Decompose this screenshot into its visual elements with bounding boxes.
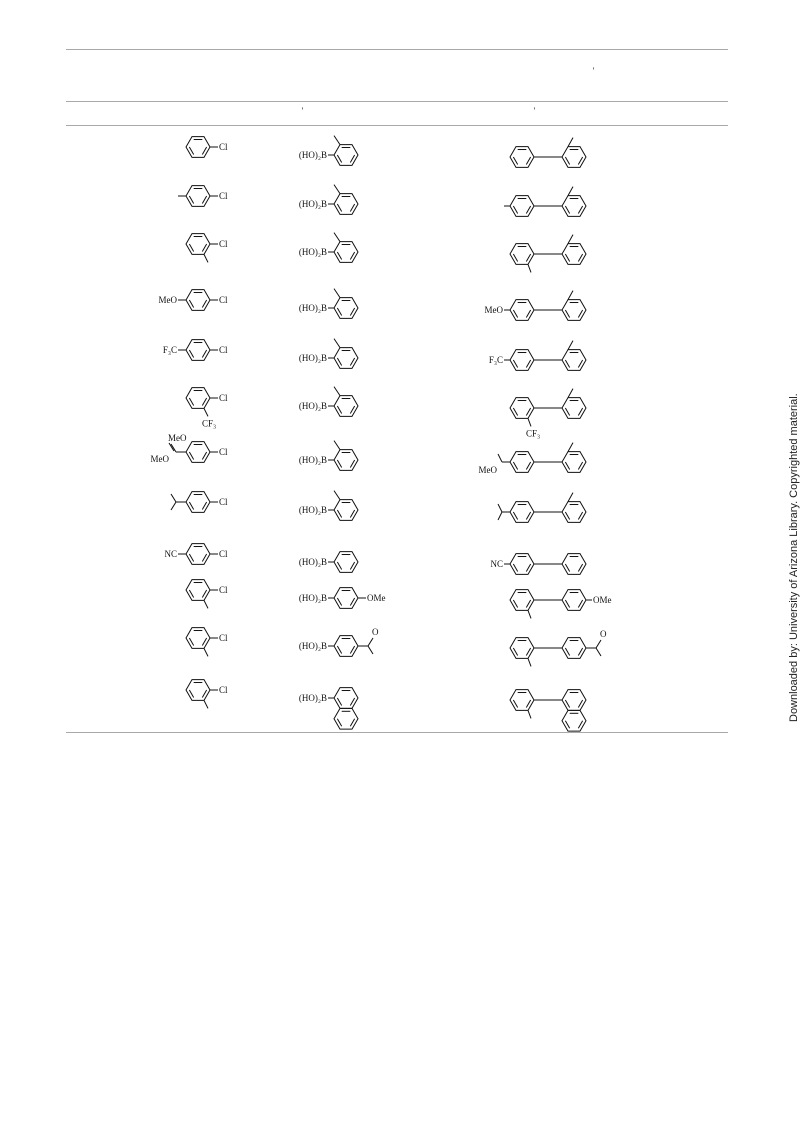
biaryl-product-structure — [500, 226, 630, 282]
benzene-ring — [334, 500, 358, 521]
bond-line — [528, 658, 531, 666]
bond-line — [334, 289, 340, 298]
bond-line — [498, 454, 502, 462]
benzene-ring — [334, 242, 358, 263]
substituent-label: F₃C — [162, 345, 177, 355]
benzene-ring — [186, 544, 210, 565]
bond-line — [334, 185, 340, 194]
boronic-acid-label: (HO)₂B — [298, 641, 327, 651]
boronic-acid-label: (HO)₂B — [298, 593, 327, 603]
chloro-label: Cl — [219, 585, 228, 595]
boronic-acid-label: (HO)₂B — [298, 150, 327, 160]
benzene-ring — [186, 340, 210, 361]
product-left-ring — [510, 502, 534, 523]
chloro-label: Cl — [219, 497, 228, 507]
benzene-ring — [334, 298, 358, 319]
benzene-ring — [186, 234, 210, 255]
product-left-ring — [510, 300, 534, 321]
benzene-ring — [186, 580, 210, 601]
benzene-ring — [334, 194, 358, 215]
boronic-acid-label: (HO)₂B — [298, 199, 327, 209]
chloro-label: Cl — [219, 191, 228, 201]
product-para-label: NC — [490, 559, 503, 569]
product-left-ring — [510, 147, 534, 168]
boronic-acid-label: (HO)₂B — [298, 303, 327, 313]
product-right-ring — [562, 196, 586, 217]
bond-line — [171, 494, 176, 502]
product-right-ring — [562, 398, 586, 419]
boronic-acid-structure — [290, 226, 400, 276]
biaryl-product-structure — [500, 620, 630, 676]
column-header-boronic-acid: ′ — [301, 106, 303, 116]
boronic-acid-structure — [290, 434, 400, 484]
methoxy-label: MeO — [150, 454, 169, 464]
bond-line — [568, 443, 573, 452]
aryl-chloride-structure — [150, 674, 260, 724]
bond-line — [171, 502, 176, 510]
ester-carbonyl-o: MeO — [168, 433, 187, 443]
bond-line — [334, 136, 340, 145]
bond-line — [204, 408, 208, 416]
benzene-ring — [186, 186, 210, 207]
ortho-substituent-label: CF₃ — [202, 418, 217, 429]
product-left-ring — [510, 350, 534, 371]
aryl-chloride-structure — [150, 228, 260, 278]
product-left-ring — [510, 590, 534, 611]
benzene-ring — [334, 552, 358, 573]
bond-line — [568, 235, 573, 244]
product-fused-ring — [562, 710, 586, 731]
product-left-ring — [510, 398, 534, 419]
benzene-ring — [334, 450, 358, 471]
bond-line — [568, 341, 573, 350]
boronic-acid-structure — [290, 572, 400, 622]
product-right-ring — [562, 350, 586, 371]
product-left-ring — [510, 638, 534, 659]
product-para-label: MeO — [484, 305, 503, 315]
bond-line — [334, 339, 340, 348]
bond-line — [334, 233, 340, 242]
methoxy-label: OMe — [367, 593, 386, 603]
benzene-ring — [334, 348, 358, 369]
bond-line — [204, 254, 208, 262]
biaryl-product-structure — [500, 380, 630, 439]
benzene-ring — [186, 628, 210, 649]
product-methoxy-label: OMe — [593, 595, 612, 605]
substituent-label: MeO — [158, 295, 177, 305]
benzene-ring — [334, 688, 358, 709]
bond-line — [568, 187, 573, 196]
product-left-ring — [510, 244, 534, 265]
boronic-acid-structure — [290, 380, 400, 430]
product-left-ring — [510, 452, 534, 473]
biaryl-product-structure — [500, 484, 630, 540]
product-right-ring — [562, 502, 586, 523]
benzene-ring — [186, 680, 210, 701]
product-right-ring — [562, 300, 586, 321]
product-methoxy-label: MeO — [478, 465, 497, 475]
benzene-ring — [186, 388, 210, 409]
product-right-ring — [562, 244, 586, 265]
boronic-acid-structure — [290, 282, 400, 332]
substituent-label: NC — [164, 549, 177, 559]
bond-line — [204, 648, 208, 656]
bond-line — [498, 512, 502, 520]
benzene-ring — [334, 636, 358, 657]
chloro-label: Cl — [219, 345, 228, 355]
benzene-ring — [334, 396, 358, 417]
product-carbonyl-o: O — [600, 629, 607, 639]
aryl-chloride-structure — [150, 334, 260, 384]
header-prime-mark: ′ — [592, 66, 594, 76]
benzene-ring — [186, 492, 210, 513]
aryl-chloride-structure — [150, 284, 260, 334]
benzene-ring — [186, 442, 210, 463]
bond-line — [568, 493, 573, 502]
biaryl-product-structure — [478, 434, 630, 490]
product-left-ring — [510, 690, 534, 711]
product-right-ring — [562, 147, 586, 168]
boronic-acid-structure — [290, 672, 400, 722]
aryl-chloride-structure — [150, 486, 260, 536]
aryl-chloride-structure — [150, 622, 260, 672]
bond-line — [368, 646, 373, 654]
bond-line — [596, 640, 601, 648]
chloro-label: Cl — [219, 685, 228, 695]
bond-line — [204, 600, 208, 608]
chloro-label: Cl — [219, 142, 228, 152]
aryl-chloride-structure — [150, 382, 260, 432]
product-ortho-label: CF₃ — [526, 428, 541, 439]
aryl-chloride-structure — [150, 433, 260, 486]
product-right-ring — [562, 690, 586, 711]
boronic-acid-label: (HO)₂B — [298, 693, 327, 703]
bond-line — [528, 418, 531, 426]
chloro-label: Cl — [219, 549, 228, 559]
boronic-acid-structure — [290, 129, 400, 179]
boronic-acid-label: (HO)₂B — [298, 353, 327, 363]
boronic-acid-label: (HO)₂B — [298, 247, 327, 257]
benzene-ring — [334, 588, 358, 609]
aryl-chloride-structure — [150, 574, 260, 624]
product-left-ring — [510, 196, 534, 217]
bond-line — [528, 264, 531, 272]
boronic-acid-structure — [290, 178, 400, 228]
aryl-chloride-structure — [150, 131, 260, 181]
bond-line — [596, 648, 601, 656]
boronic-acid-label: (HO)₂B — [298, 401, 327, 411]
chloro-label: Cl — [219, 393, 228, 403]
benzene-ring — [186, 290, 210, 311]
carbonyl-o-label: O — [372, 627, 379, 637]
chloro-label: Cl — [219, 295, 228, 305]
chloro-label: Cl — [219, 239, 228, 249]
download-watermark: Downloaded by: University of Arizona Library. Copyrighted material. — [788, 393, 800, 722]
bond-line — [568, 138, 573, 147]
bond-line — [334, 491, 340, 500]
boronic-acid-label: (HO)₂B — [298, 455, 327, 465]
biaryl-product-structure — [500, 129, 630, 185]
boronic-acid-structure — [290, 620, 400, 670]
bond-line — [528, 610, 531, 618]
column-header-product: ′ — [533, 106, 535, 116]
bond-line — [528, 710, 531, 718]
product-right-ring — [562, 590, 586, 611]
product-right-ring — [562, 452, 586, 473]
boronic-acid-label: (HO)₂B — [298, 505, 327, 515]
bond-line — [498, 504, 502, 512]
benzene-ring — [186, 137, 210, 158]
bond-line — [334, 387, 340, 396]
biaryl-product-structure — [500, 672, 630, 728]
boronic-acid-label: (HO)₂B — [298, 557, 327, 567]
bond-line — [368, 638, 373, 646]
bond-line — [204, 700, 208, 708]
chloro-label: Cl — [219, 447, 228, 457]
product-para-label: F₃C — [488, 355, 503, 365]
boronic-acid-structure — [290, 332, 400, 382]
biaryl-product-structure — [484, 282, 630, 338]
chloro-label: Cl — [219, 633, 228, 643]
aryl-chloride-structure — [150, 180, 260, 230]
bond-line — [568, 389, 573, 398]
product-right-ring — [562, 638, 586, 659]
bond-line — [568, 291, 573, 300]
benzene-ring — [334, 145, 358, 166]
boronic-acid-structure — [290, 484, 400, 534]
fused-ring — [334, 708, 358, 729]
bond-line — [334, 441, 340, 450]
